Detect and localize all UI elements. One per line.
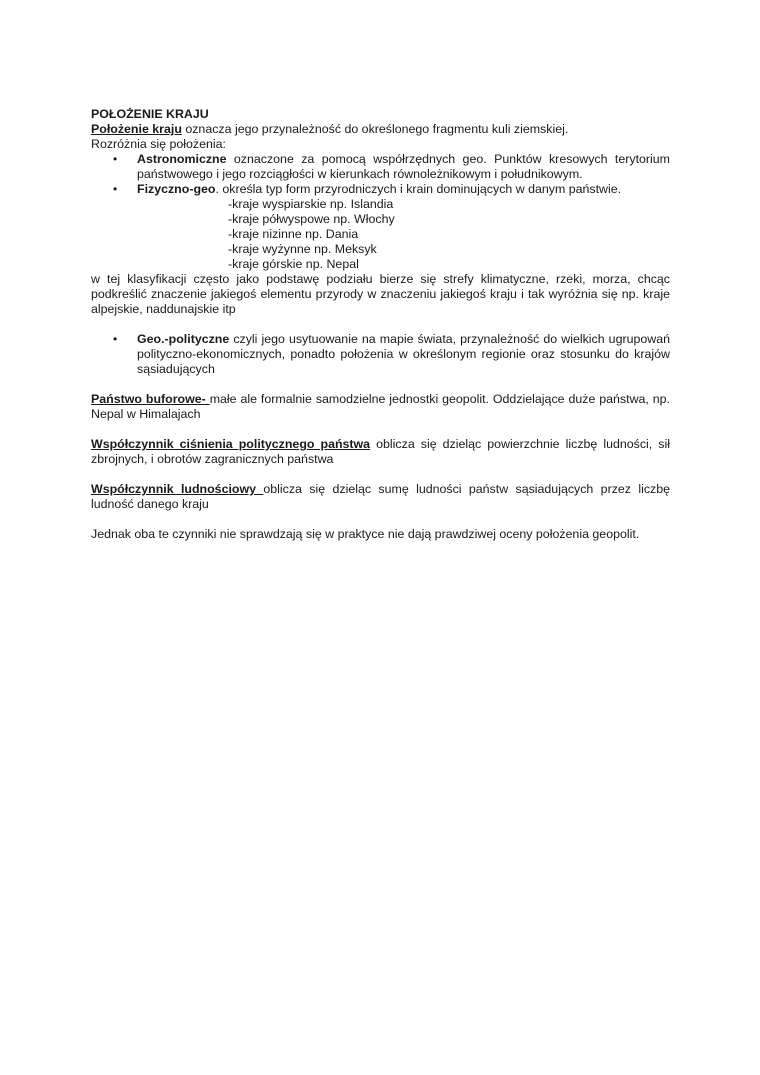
pressure-coefficient-text: oblicza się dzieląc powierzchnie liczbę ludności, sił zbrojnych, i obrotów zagranicznych państwa	[91, 437, 670, 466]
page-title: POŁOŻENIE KRAJU	[91, 107, 209, 121]
sub-item: -kraje górskie np. Nepal	[228, 257, 359, 271]
item-text: . określa typ form przyrodniczych i krain dominujących w danym państwie.	[215, 182, 622, 196]
sub-item: -kraje wyspiarskie np. Islandia	[228, 197, 394, 211]
item-term: Geo.-polityczne	[137, 332, 230, 346]
population-coefficient-paragraph	[91, 482, 670, 512]
intro-paragraph	[91, 122, 670, 137]
item-term: Astronomiczne	[137, 152, 227, 166]
country-types-list	[91, 197, 670, 272]
sub-item: -kraje wyżynne np. Meksyk	[228, 242, 377, 256]
spacer	[91, 467, 670, 482]
bullet-icon: •	[113, 332, 118, 346]
sub-item: -kraje nizinne np. Dania	[228, 227, 359, 241]
bullet-icon: •	[113, 182, 118, 196]
document-body	[91, 107, 670, 542]
sub-item: -kraje półwyspowe np. Włochy	[228, 212, 395, 226]
conclusion-paragraph: Jednak oba te czynniki nie sprawdzają się w praktyce nie dają prawdziwej oceny położenia geopolit.	[91, 527, 640, 541]
buffer-state-paragraph	[91, 392, 670, 422]
list-item	[91, 152, 670, 182]
spacer	[91, 317, 670, 332]
spacer	[91, 512, 670, 527]
geo-political-list	[91, 332, 670, 377]
bullet-icon: •	[113, 152, 118, 166]
intro-text: oznacza jego przynależność do określonego fragmentu kuli ziemskiej.	[181, 122, 569, 136]
list-item	[91, 332, 670, 377]
item-text: czyli jego usytuowanie na mapie świata, przynależność do wielkich ugrupowań polityczno-ekonomicznych, ponadto położenia w określonym regionie oraz stosunku do krajów sąsiadujących	[137, 332, 670, 376]
buffer-state-term: Państwo buforowe-	[91, 392, 210, 406]
population-coefficient-term: Współczynnik ludnościowy	[91, 482, 264, 496]
pressure-coefficient-term: Współczynnik ciśnienia politycznego państwa	[91, 437, 371, 451]
spacer	[91, 377, 670, 392]
item-term: Fizyczno-geo	[137, 182, 216, 196]
buffer-state-text: małe ale formalnie samodzielne jednostki geopolit. Oddzielające duże państwa, np. Nepal w Himalajach	[91, 392, 671, 421]
intro-line2: Rozróżnia się położenia:	[91, 137, 226, 151]
spacer	[91, 422, 670, 437]
list-item	[91, 182, 670, 197]
intro-term: Położenie kraju	[91, 122, 182, 136]
pressure-coefficient-paragraph	[91, 437, 670, 467]
classification-note: w tej klasyfikacji często jako podstawę podziału bierze się strefy klimatyczne, rzeki, morza, chcąc podkreślić znaczenie jakiegoś elementu przyrody w znaczeniu jakiegoś kraju i tak wyróżnia się np. kraje alpejskie, naddunajskie itp	[91, 272, 670, 316]
population-coefficient-text: oblicza się dzieląc sumę ludności państw sąsiadujących przez liczbę ludność danego kraju	[91, 482, 671, 511]
position-types-list	[91, 152, 670, 197]
item-text: oznaczone za pomocą współrzędnych geo. Punktów kresowych terytorium państwowego i jego rozciągłości w kierunkach równoleżnikowym i południkowym.	[137, 152, 670, 181]
